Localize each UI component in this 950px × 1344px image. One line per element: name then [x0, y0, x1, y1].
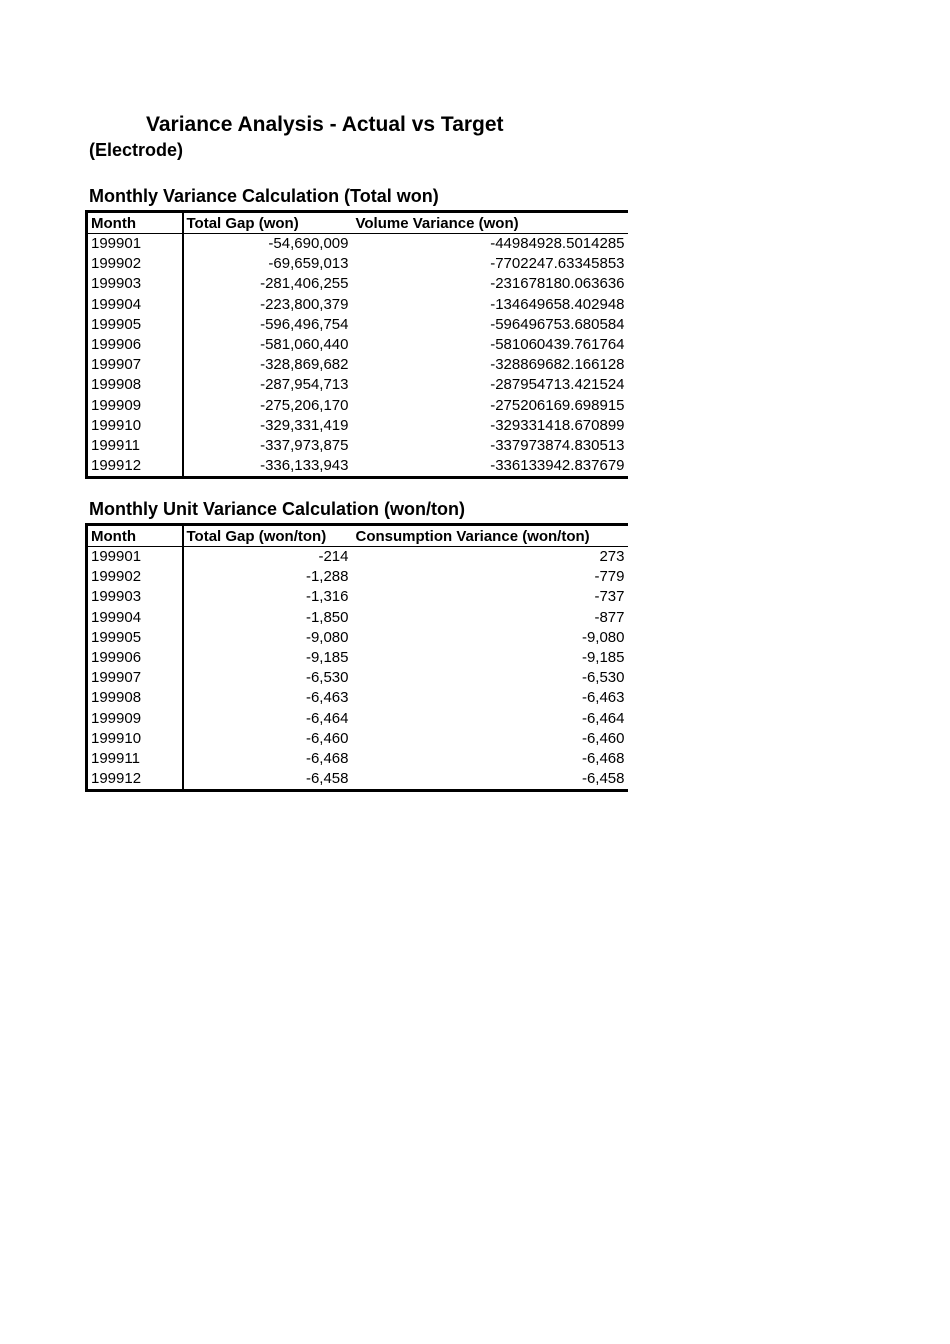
table-row — [87, 587, 628, 607]
column-header-volume-variance: Volume Variance (won) — [353, 212, 628, 234]
cell-variance: -6,468 — [581, 749, 625, 767]
table-row — [87, 375, 628, 395]
cell-month: 199904 — [87, 295, 183, 315]
cell-total-gap: -337,973,875 — [260, 436, 349, 454]
cell-variance: -6,458 — [353, 769, 628, 791]
cell-variance: -134649658.402948 — [490, 295, 625, 313]
table-row — [87, 355, 628, 375]
table-row — [87, 234, 628, 255]
cell-total-gap: -581,060,440 — [260, 336, 349, 354]
cell-total-gap: -214 — [318, 548, 349, 566]
table-row — [87, 729, 628, 749]
cell-variance: -9,185 — [581, 649, 625, 667]
table-row — [87, 648, 628, 668]
cell-total-gap: -328,869,682 — [260, 356, 349, 374]
cell-month: 199912 — [87, 456, 183, 478]
table-body — [87, 547, 628, 791]
table-row — [87, 456, 628, 478]
table-row — [87, 749, 628, 769]
table-row — [87, 688, 628, 708]
cell-variance: -6,530 — [581, 669, 625, 687]
cell-variance: -231678180.063636 — [490, 275, 625, 293]
cell-variance: -337973874.830513 — [490, 436, 625, 454]
column-header-total-gap: Total Gap (won/ton) — [183, 525, 353, 547]
cell-month: 199904 — [87, 608, 183, 628]
table-row — [87, 567, 628, 587]
column-header-month: Month — [87, 212, 183, 234]
cell-month: 199912 — [87, 769, 183, 791]
table-row — [87, 547, 628, 568]
cell-month: 199909 — [87, 709, 183, 729]
cell-month: 199908 — [87, 688, 183, 708]
table-row — [87, 335, 628, 355]
cell-variance: -336133942.837679 — [353, 456, 628, 478]
cell-month: 199911 — [87, 749, 183, 769]
cell-month: 199906 — [87, 335, 183, 355]
table-header-row — [87, 525, 628, 547]
cell-total-gap: -223,800,379 — [260, 295, 349, 313]
page-subtitle: (Electrode) — [89, 140, 184, 160]
cell-variance: -6,464 — [581, 709, 625, 727]
cell-total-gap: -275,206,170 — [260, 396, 349, 414]
cell-variance: -877 — [594, 608, 625, 626]
cell-month: 199905 — [87, 315, 183, 335]
cell-total-gap: -6,458 — [183, 769, 353, 791]
cell-month: 199902 — [87, 567, 183, 587]
table-row — [87, 436, 628, 456]
cell-month: 199901 — [87, 234, 183, 255]
table-row — [87, 628, 628, 648]
cell-month: 199911 — [87, 436, 183, 456]
cell-variance: -7702247.63345853 — [490, 255, 625, 273]
cell-month: 199910 — [87, 416, 183, 436]
cell-total-gap: -9,080 — [305, 628, 349, 646]
column-header-total-gap: Total Gap (won) — [183, 212, 353, 234]
cell-variance: 273 — [599, 548, 625, 566]
cell-total-gap: -6,460 — [305, 729, 349, 747]
cell-month: 199908 — [87, 375, 183, 395]
cell-total-gap: -6,468 — [305, 749, 349, 767]
unit-variance-table — [85, 523, 628, 792]
column-header-month: Month — [87, 525, 183, 547]
section-title-unit-variance: Monthly Unit Variance Calculation (won/ton) — [89, 499, 466, 519]
cell-variance: -275206169.698915 — [490, 396, 625, 414]
cell-month: 199909 — [87, 396, 183, 416]
cell-total-gap: -1,288 — [305, 568, 349, 586]
total-variance-table — [85, 210, 628, 479]
cell-total-gap: -281,406,255 — [260, 275, 349, 293]
section-title-total-variance: Monthly Variance Calculation (Total won) — [89, 186, 439, 206]
table-header-row — [87, 212, 628, 234]
table-row — [87, 315, 628, 335]
cell-month: 199902 — [87, 254, 183, 274]
table-row — [87, 295, 628, 315]
cell-total-gap: -54,690,009 — [268, 235, 349, 253]
cell-variance: -737 — [594, 588, 625, 606]
cell-total-gap: -69,659,013 — [268, 255, 349, 273]
cell-total-gap: -287,954,713 — [260, 376, 349, 394]
cell-month: 199907 — [87, 355, 183, 375]
table-row — [87, 254, 628, 274]
cell-total-gap: -6,464 — [305, 709, 349, 727]
table-row — [87, 396, 628, 416]
table-row — [87, 709, 628, 729]
cell-month: 199903 — [87, 587, 183, 607]
cell-variance: -779 — [594, 568, 625, 586]
cell-variance: -44984928.5014285 — [490, 235, 625, 253]
cell-total-gap: -329,331,419 — [260, 416, 349, 434]
cell-month: 199901 — [87, 547, 183, 568]
cell-variance: -6,463 — [581, 689, 625, 707]
cell-variance: -596496753.680584 — [490, 315, 625, 333]
column-header-consumption-variance: Consumption Variance (won/ton) — [353, 525, 628, 547]
table-row — [87, 274, 628, 294]
table-row — [87, 416, 628, 436]
table-body — [87, 234, 628, 478]
cell-total-gap: -596,496,754 — [260, 315, 349, 333]
cell-month: 199906 — [87, 648, 183, 668]
cell-month: 199907 — [87, 668, 183, 688]
cell-variance: -9,080 — [581, 628, 625, 646]
cell-month: 199910 — [87, 729, 183, 749]
cell-total-gap: -6,530 — [305, 669, 349, 687]
table-row — [87, 608, 628, 628]
cell-variance: -328869682.166128 — [490, 356, 625, 374]
cell-total-gap: -6,463 — [305, 689, 349, 707]
cell-variance: -6,460 — [581, 729, 625, 747]
table-row — [87, 769, 628, 791]
cell-variance: -581060439.761764 — [490, 336, 625, 354]
cell-month: 199905 — [87, 628, 183, 648]
cell-total-gap: -9,185 — [305, 649, 349, 667]
cell-total-gap: -1,850 — [305, 608, 349, 626]
cell-variance: -329331418.670899 — [490, 416, 625, 434]
cell-month: 199903 — [87, 274, 183, 294]
cell-total-gap: -336,133,943 — [183, 456, 353, 478]
cell-total-gap: -1,316 — [305, 588, 349, 606]
cell-variance: -287954713.421524 — [490, 376, 625, 394]
page-title: Variance Analysis - Actual vs Target — [146, 113, 504, 136]
table-row — [87, 668, 628, 688]
